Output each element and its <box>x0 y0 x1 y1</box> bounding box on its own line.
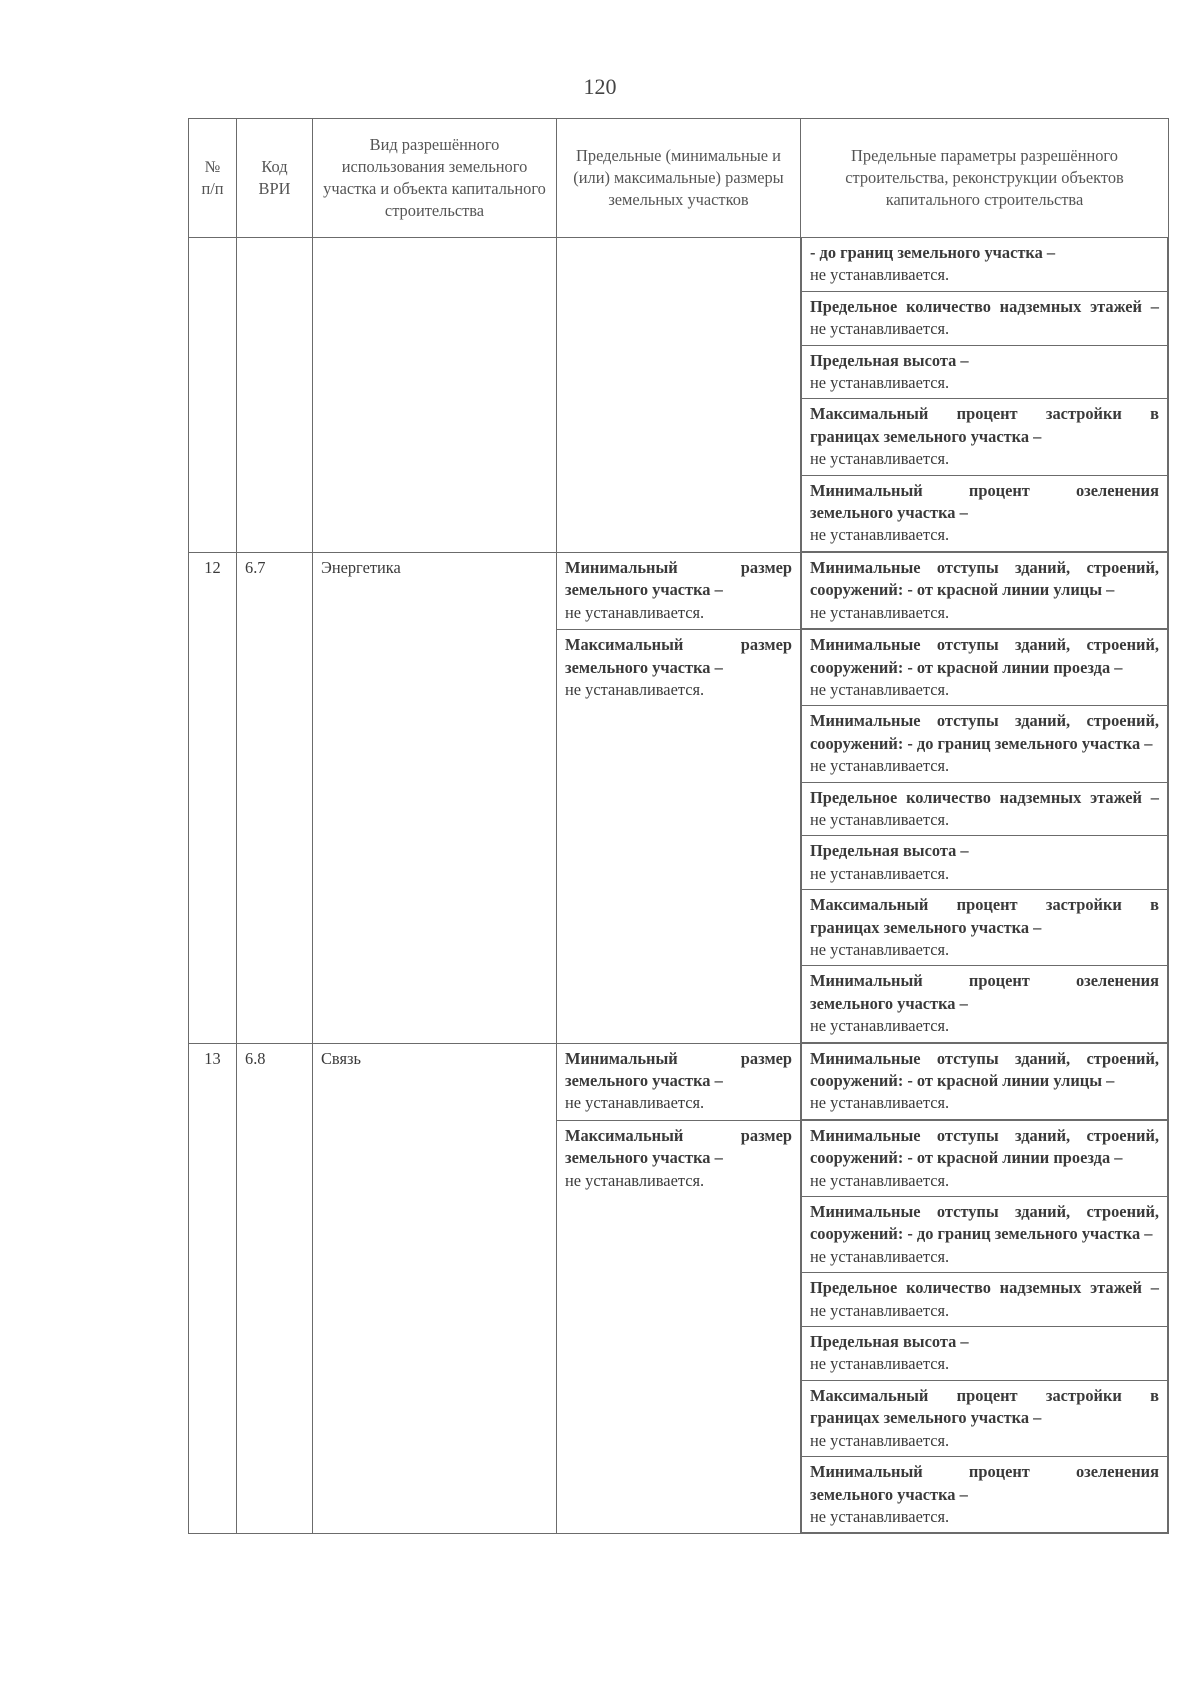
size-title: Минимальный размер земельного участка – <box>565 1048 792 1090</box>
param-cell <box>802 1380 1168 1456</box>
header-kind: Вид разрешённого использования земельного участка и объекта капитального строительства <box>313 119 557 238</box>
param-cell <box>802 238 1168 291</box>
continuation-kind <box>313 238 557 553</box>
param-value: не устанавливается. <box>810 809 950 829</box>
param-cell <box>802 345 1168 399</box>
param-title: Предельное количество надземных этажей – <box>810 787 1159 807</box>
params-list <box>801 553 1168 629</box>
param-row <box>802 475 1168 551</box>
param-value: не устанавливается. <box>810 373 950 393</box>
param-row <box>802 836 1168 890</box>
table-row <box>189 1043 1169 1120</box>
param-title: Предельная высота – <box>810 841 969 861</box>
header-params: Предельные параметры разрешённого строительства, реконструкции объектов капитального строительства <box>801 119 1169 238</box>
param-row <box>802 345 1168 399</box>
param-row <box>802 291 1168 345</box>
continuation-params <box>801 238 1169 553</box>
param-cell <box>802 1044 1168 1120</box>
row-num: 12 <box>189 552 237 1043</box>
param-title: Минимальные отступы зданий, строений, сооружений: - до границ земельного участка – <box>810 1202 1159 1244</box>
param-cell <box>802 630 1168 706</box>
param-cell <box>802 1121 1168 1197</box>
param-value: не устанавливается. <box>810 939 950 959</box>
param-title: Минимальные отступы зданий, строений, сооружений: - от красной линии проезда – <box>810 635 1159 677</box>
size-value: не устанавливается. <box>565 679 705 699</box>
params-list <box>801 1121 1168 1534</box>
param-value: не устанавливается. <box>810 602 950 622</box>
param-value: не устанавливается. <box>810 1506 950 1526</box>
param-title: Предельное количество надземных этажей – <box>810 1278 1159 1298</box>
land-use-regulations-table <box>188 118 1169 1534</box>
table-header-row <box>189 119 1169 238</box>
size-value: не устанавливается. <box>565 1170 705 1190</box>
param-row <box>802 1044 1168 1120</box>
param-cell <box>802 475 1168 551</box>
param-title: Минимальный процент озеленения земельного участка – <box>810 1462 1159 1504</box>
param-title: Минимальный процент озеленения земельного участка – <box>810 480 1159 523</box>
param-row <box>802 1121 1168 1197</box>
param-cell <box>802 1457 1168 1533</box>
continuation-row <box>189 238 1169 553</box>
header-code: Код ВРИ <box>237 119 313 238</box>
param-cell <box>802 966 1168 1042</box>
page-number: 120 <box>583 74 617 99</box>
row-params <box>801 552 1169 629</box>
param-value: не устанавливается. <box>810 679 950 699</box>
param-row <box>802 890 1168 966</box>
param-value: не устанавливается. <box>810 756 950 776</box>
param-cell <box>802 1197 1168 1273</box>
param-row <box>802 553 1168 629</box>
row-num: 13 <box>189 1043 237 1534</box>
param-title: Предельная высота – <box>810 350 969 370</box>
header-sizes: Предельные (минимальные и (или) максимальные) размеры земельных участков <box>557 119 801 238</box>
param-cell <box>802 1327 1168 1381</box>
row-params <box>801 630 1169 1044</box>
param-value: не устанавливается. <box>810 1300 950 1320</box>
param-title: Минимальный процент озеленения земельного участка – <box>810 971 1159 1013</box>
table-body <box>189 238 1169 1534</box>
param-row <box>802 399 1168 475</box>
param-cell <box>802 836 1168 890</box>
param-value: не устанавливается. <box>810 1016 950 1036</box>
param-cell <box>802 399 1168 475</box>
param-row <box>802 1197 1168 1273</box>
param-cell <box>802 291 1168 345</box>
param-value: не устанавливается. <box>810 1093 950 1113</box>
param-value: не устанавливается. <box>810 525 950 545</box>
param-cell <box>802 782 1168 836</box>
param-title: Максимальный процент застройки в границах земельного участка – <box>810 404 1159 446</box>
row-params <box>801 1043 1169 1120</box>
param-value: не устанавливается. <box>810 319 950 339</box>
row-size <box>557 630 801 1044</box>
param-title: - до границ земельного участка – <box>810 243 1056 262</box>
param-value: не устанавливается. <box>810 1170 950 1190</box>
param-row <box>802 1327 1168 1381</box>
table-row <box>189 552 1169 629</box>
param-title: Минимальные отступы зданий, строений, сооружений: - до границ земельного участка – <box>810 711 1159 753</box>
param-title: Минимальные отступы зданий, строений, сооружений: - от красной линии улицы – <box>810 1048 1159 1090</box>
params-list <box>801 1044 1168 1120</box>
param-cell <box>802 553 1168 629</box>
param-cell <box>802 890 1168 966</box>
param-row <box>802 966 1168 1042</box>
size-value: не устанавливается. <box>565 1093 705 1113</box>
params-list <box>801 630 1168 1043</box>
row-size <box>557 552 801 629</box>
param-row <box>802 1380 1168 1456</box>
param-value: не устанавливается. <box>810 449 950 469</box>
param-value: не устанавливается. <box>810 863 950 883</box>
param-title: Предельная высота – <box>810 1332 969 1352</box>
params-list <box>801 238 1168 552</box>
row-kind: Энергетика <box>313 552 557 1043</box>
param-value: не устанавливается. <box>810 1430 950 1450</box>
row-kind: Связь <box>313 1043 557 1534</box>
param-row <box>802 1273 1168 1327</box>
row-size <box>557 1120 801 1534</box>
param-title: Максимальный процент застройки в границах земельного участка – <box>810 895 1159 937</box>
param-title: Минимальные отступы зданий, строений, сооружений: - от красной линии проезда – <box>810 1125 1159 1168</box>
param-row <box>802 1457 1168 1533</box>
size-title: Максимальный размер земельного участка – <box>565 1125 792 1168</box>
row-params <box>801 1120 1169 1534</box>
row-code: 6.7 <box>237 552 313 1043</box>
param-cell <box>802 706 1168 782</box>
param-title: Максимальный процент застройки в границах земельного участка – <box>810 1385 1159 1428</box>
continuation-code <box>237 238 313 553</box>
continuation-num <box>189 238 237 553</box>
row-size <box>557 1043 801 1120</box>
param-cell <box>802 1273 1168 1327</box>
header-num: № п/п <box>189 119 237 238</box>
param-value: не устанавливается. <box>810 265 950 285</box>
param-value: не устанавливается. <box>810 1354 950 1374</box>
param-row <box>802 238 1168 291</box>
size-value: не устанавливается. <box>565 602 705 622</box>
size-title: Минимальный размер земельного участка – <box>565 557 792 600</box>
param-row <box>802 706 1168 782</box>
continuation-sizes <box>557 238 801 553</box>
param-value: не устанавливается. <box>810 1246 950 1266</box>
param-row <box>802 630 1168 706</box>
param-title: Минимальные отступы зданий, строений, сооружений: - от красной линии улицы – <box>810 557 1159 600</box>
size-title: Максимальный размер земельного участка – <box>565 635 792 677</box>
param-row <box>802 782 1168 836</box>
param-title: Предельное количество надземных этажей – <box>810 296 1159 316</box>
row-code: 6.8 <box>237 1043 313 1534</box>
